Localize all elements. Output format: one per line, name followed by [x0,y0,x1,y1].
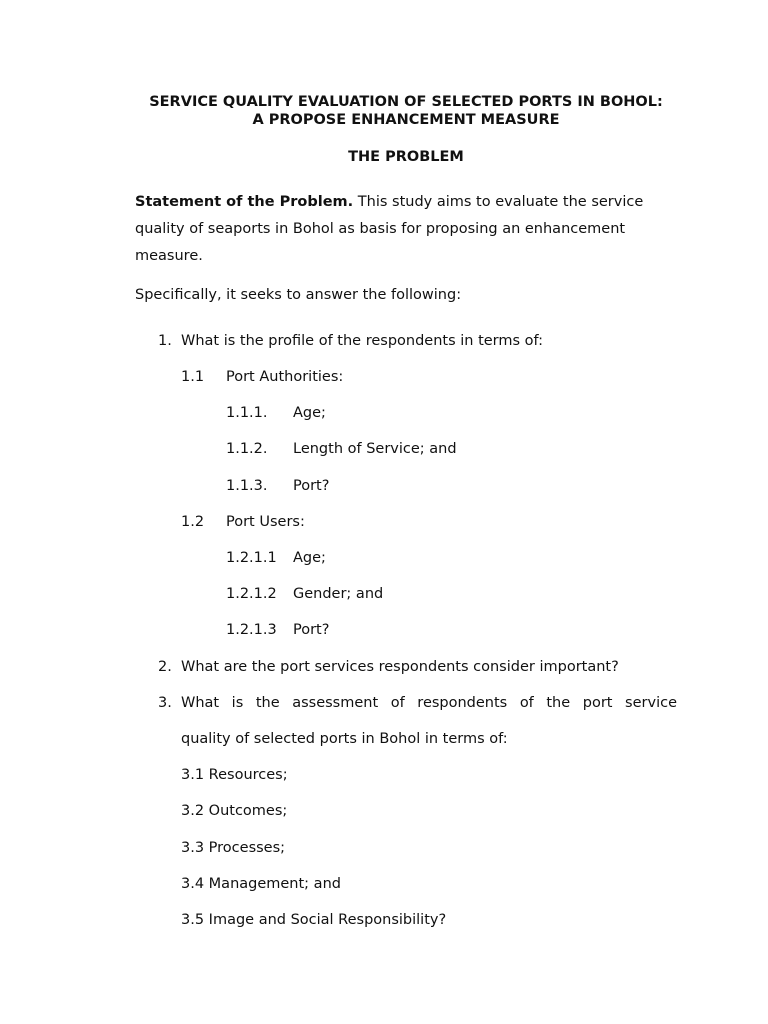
subitem-number: 1.2.1.1 [226,550,277,566]
subitem-label: Length of Service; and [293,441,457,457]
question-number: 3. [158,695,172,711]
subitem-number: 1.2.1.3 [226,622,277,638]
question-text: What is the profile of the respondents in terms of: [181,333,544,349]
statement-paragraph [135,189,680,270]
subitem-number: 1.1 [181,369,205,385]
question-number: 1. [158,333,172,349]
subitem-number: 1.1.3. [226,478,268,494]
subitem-label: Port? [293,478,330,494]
list-item: 3.5 Image and Social Responsibility? [181,912,447,928]
subitem-label: Age; [293,550,326,566]
subitem-number: 1.2 [181,514,205,530]
statement-heading: Statement of the Problem. [135,194,354,210]
subitem-number: 1.2.1.2 [226,586,277,602]
subitem-label: Port Users: [226,514,305,530]
subitem-number: 1.1.2. [226,441,268,457]
question-number: 2. [158,659,172,675]
question-text-line-1: What is the assessment of respondents of the port service [181,695,677,711]
subitem-label: Port Authorities: [226,369,344,385]
statement-text: This study aims to evaluate the service quality of seaports in Bohol as basis for proposing an enhancement measure. [135,194,644,264]
question-text: What are the port services respondents consider important? [181,659,619,675]
list-item: 3.3 Processes; [181,840,286,856]
subitem-label: Gender; and [293,586,384,602]
list-item: 3.2 Outcomes; [181,803,288,819]
list-item: 3.1 Resources; [181,767,288,783]
intro-text: Specifically, it seeks to answer the following: [135,287,462,303]
subitem-label: Age; [293,405,326,421]
question-text-line-2: quality of selected ports in Bohol in terms of: [181,731,508,747]
list-item: 3.4 Management; and [181,876,341,892]
subitem-number: 1.1.1. [226,405,268,421]
document-title-line-2: A PROPOSE ENHANCEMENT MEASURE [252,112,560,128]
subitem-label: Port? [293,622,330,638]
section-heading: THE PROBLEM [348,149,464,165]
document-title-line-1: SERVICE QUALITY EVALUATION OF SELECTED PORTS IN BOHOL: [149,94,663,110]
